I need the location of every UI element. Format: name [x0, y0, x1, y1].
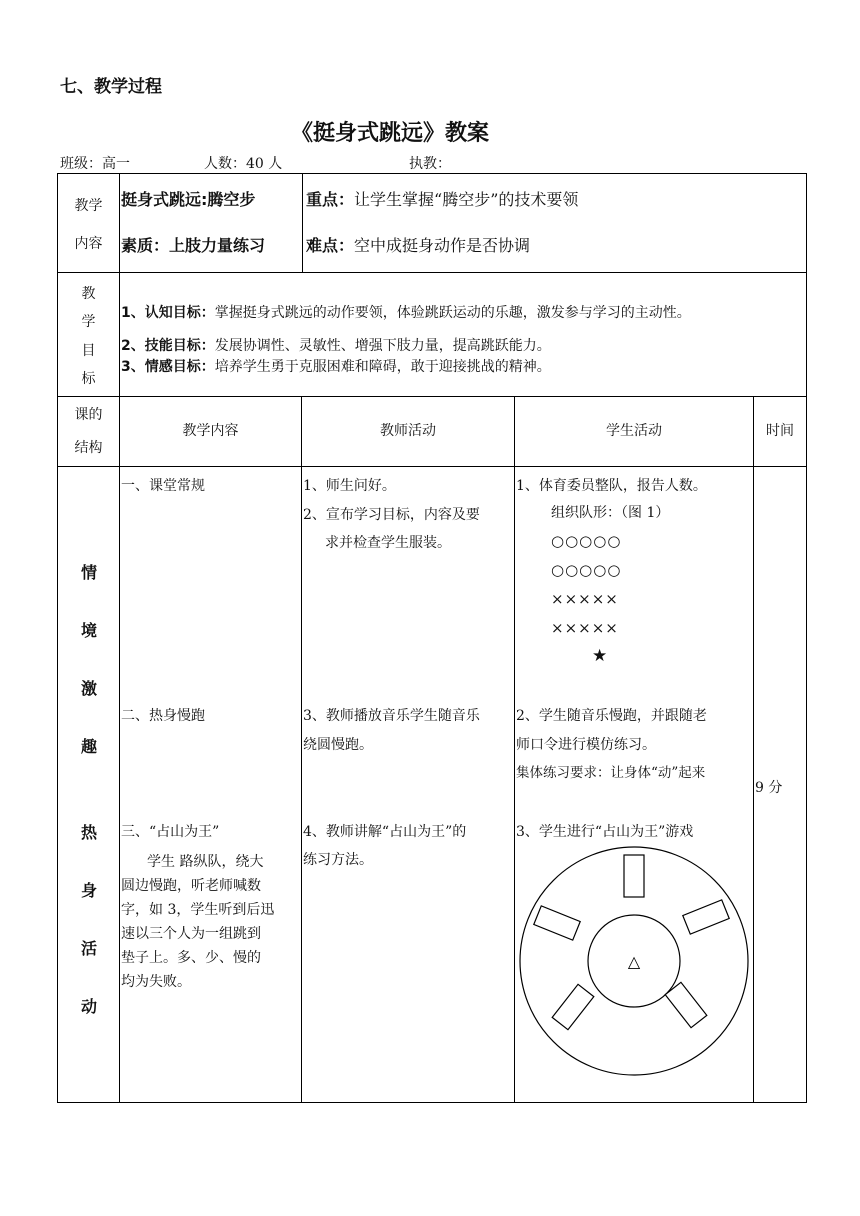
lesson-topic: 挺身式跳远:腾空步 — [121, 190, 256, 209]
col-header-teacher: 教师活动 — [380, 423, 436, 439]
mat-right — [683, 900, 729, 934]
game-description — [121, 850, 301, 994]
desc-line: 速以三个人为一组跳到 — [121, 926, 261, 942]
desc-line: 圆边慢跑，听老师喊数 — [121, 878, 261, 894]
stage-char: 趣 — [80, 737, 97, 756]
teacher-activity-3-line1: 3、教师播放音乐学生随音乐 — [303, 708, 480, 724]
goal-label: 2、技能目标： — [121, 338, 215, 354]
formation-row-circles: ○○○○○ — [551, 532, 622, 550]
student-activity-2-requirement: 集体练习要求：让身体“动”起来 — [516, 765, 706, 781]
mat-top — [624, 855, 644, 897]
formation-row-crosses: ××××× — [551, 619, 619, 637]
col-header-time: 时间 — [766, 423, 794, 439]
goal-text: 掌握挺身式跳远的动作要领，体验跳跃运动的乐趣，激发参与学习的主动性。 — [214, 305, 691, 321]
goal-text: 发展协调性、灵敏性、增强下肢力量，提高跳跃能力。 — [214, 338, 551, 354]
teacher-star-icon: ★ — [592, 646, 608, 666]
col-header-content: 教学内容 — [182, 423, 239, 439]
key-point-text: 让学生掌握“腾空步”的技术要领 — [354, 190, 579, 209]
goals-header-char: 教 — [81, 286, 96, 302]
section-heading: 七、教学过程 — [60, 77, 162, 97]
stage-char: 活 — [80, 939, 97, 958]
mat-left — [534, 906, 580, 940]
table-border-top — [57, 173, 807, 174]
formation-row-circles: ○○○○○ — [551, 561, 622, 579]
key-point-label: 重点： — [306, 190, 355, 209]
difficulty-text: 空中成挺身动作是否协调 — [354, 236, 531, 255]
goal-label: 3、情感目标： — [121, 359, 215, 375]
key-point — [306, 190, 578, 210]
content-item-jog: 二、热身慢跑 — [121, 708, 205, 724]
desc-line: 均为失败。 — [121, 974, 191, 990]
col-header-student: 学生活动 — [606, 423, 662, 439]
goal-skill — [121, 336, 551, 356]
teacher-triangle-icon: △ — [627, 952, 641, 971]
game-field-diagram — [518, 845, 750, 1077]
student-activity-3: 3、学生进行“占山为王”游戏 — [516, 824, 694, 840]
column-divider — [514, 396, 515, 1103]
teacher-activity-4-line1: 4、教师讲解“占山为王”的 — [303, 824, 467, 840]
goals-header-char: 目 — [81, 343, 96, 359]
difficulty-point — [306, 236, 530, 256]
goal-label: 1、认知目标： — [121, 305, 215, 321]
teacher-activity-2-line2: 求并检查学生服装。 — [325, 535, 451, 551]
structure-header-line1: 课的 — [74, 407, 103, 423]
row-divider — [57, 466, 807, 467]
formation-label: 组织队形：（图 1） — [551, 505, 670, 521]
goal-emotion — [121, 357, 551, 377]
teacher-label: 执教： — [409, 156, 451, 172]
student-activity-1: 1、体育委员整队，报告人数。 — [516, 478, 707, 494]
content-header-line1: 教学 — [74, 198, 103, 214]
stage-char: 身 — [80, 881, 97, 900]
table-border-bottom — [57, 1102, 807, 1103]
row-divider — [57, 396, 807, 397]
stage-char: 情 — [80, 563, 97, 582]
column-divider — [301, 396, 302, 1103]
student-count-label: 人数：40 人 — [204, 156, 283, 172]
desc-line: 字，如 3，学生听到后迅 — [121, 902, 275, 918]
document-title: 《挺身式跳远》教案 — [290, 121, 489, 146]
teacher-activity-4-line2: 练习方法。 — [303, 852, 373, 868]
teacher-activity-1: 1、师生问好。 — [303, 478, 396, 494]
goal-cognitive — [121, 303, 691, 323]
goals-header-char: 学 — [81, 314, 96, 330]
teacher-activity-3-line2: 绕圆慢跑。 — [303, 737, 373, 753]
structure-header-line2: 结构 — [74, 440, 103, 456]
student-activity-2-line1: 2、学生随音乐慢跑，并跟随老 — [516, 708, 707, 724]
goal-text: 培养学生勇于克服困难和障碍，敢于迎接挑战的精神。 — [214, 359, 551, 375]
difficulty-label: 难点： — [306, 236, 355, 255]
time-value: 9 分 — [755, 780, 783, 796]
goals-header-char: 标 — [81, 371, 96, 387]
content-item-routine: 一、课堂常规 — [121, 478, 205, 494]
stage-char: 动 — [80, 997, 97, 1016]
mat-bottom-right — [665, 982, 707, 1027]
stage-char: 激 — [80, 679, 97, 698]
lesson-quality: 素质：上肢力量练习 — [121, 236, 266, 255]
desc-line: 学生 路纵队，绕大 — [147, 854, 264, 870]
content-header-line2: 内容 — [74, 236, 103, 252]
desc-line: 垫子上。多、少、慢的 — [121, 950, 261, 966]
teacher-activity-2-line1: 2、宣布学习目标，内容及要 — [303, 507, 480, 523]
row-divider — [57, 272, 807, 273]
table-border-right — [806, 173, 807, 1103]
formation-row-crosses: ××××× — [551, 590, 619, 608]
class-label: 班级：高一 — [60, 156, 130, 172]
mat-bottom-left — [552, 984, 594, 1029]
stage-char: 热 — [80, 823, 97, 842]
content-item-game: 三、“占山为王” — [121, 824, 220, 840]
student-activity-2-line2: 师口令进行模仿练习。 — [516, 737, 656, 753]
column-divider — [753, 396, 754, 1103]
stage-char: 境 — [80, 621, 97, 640]
column-divider — [302, 173, 303, 273]
